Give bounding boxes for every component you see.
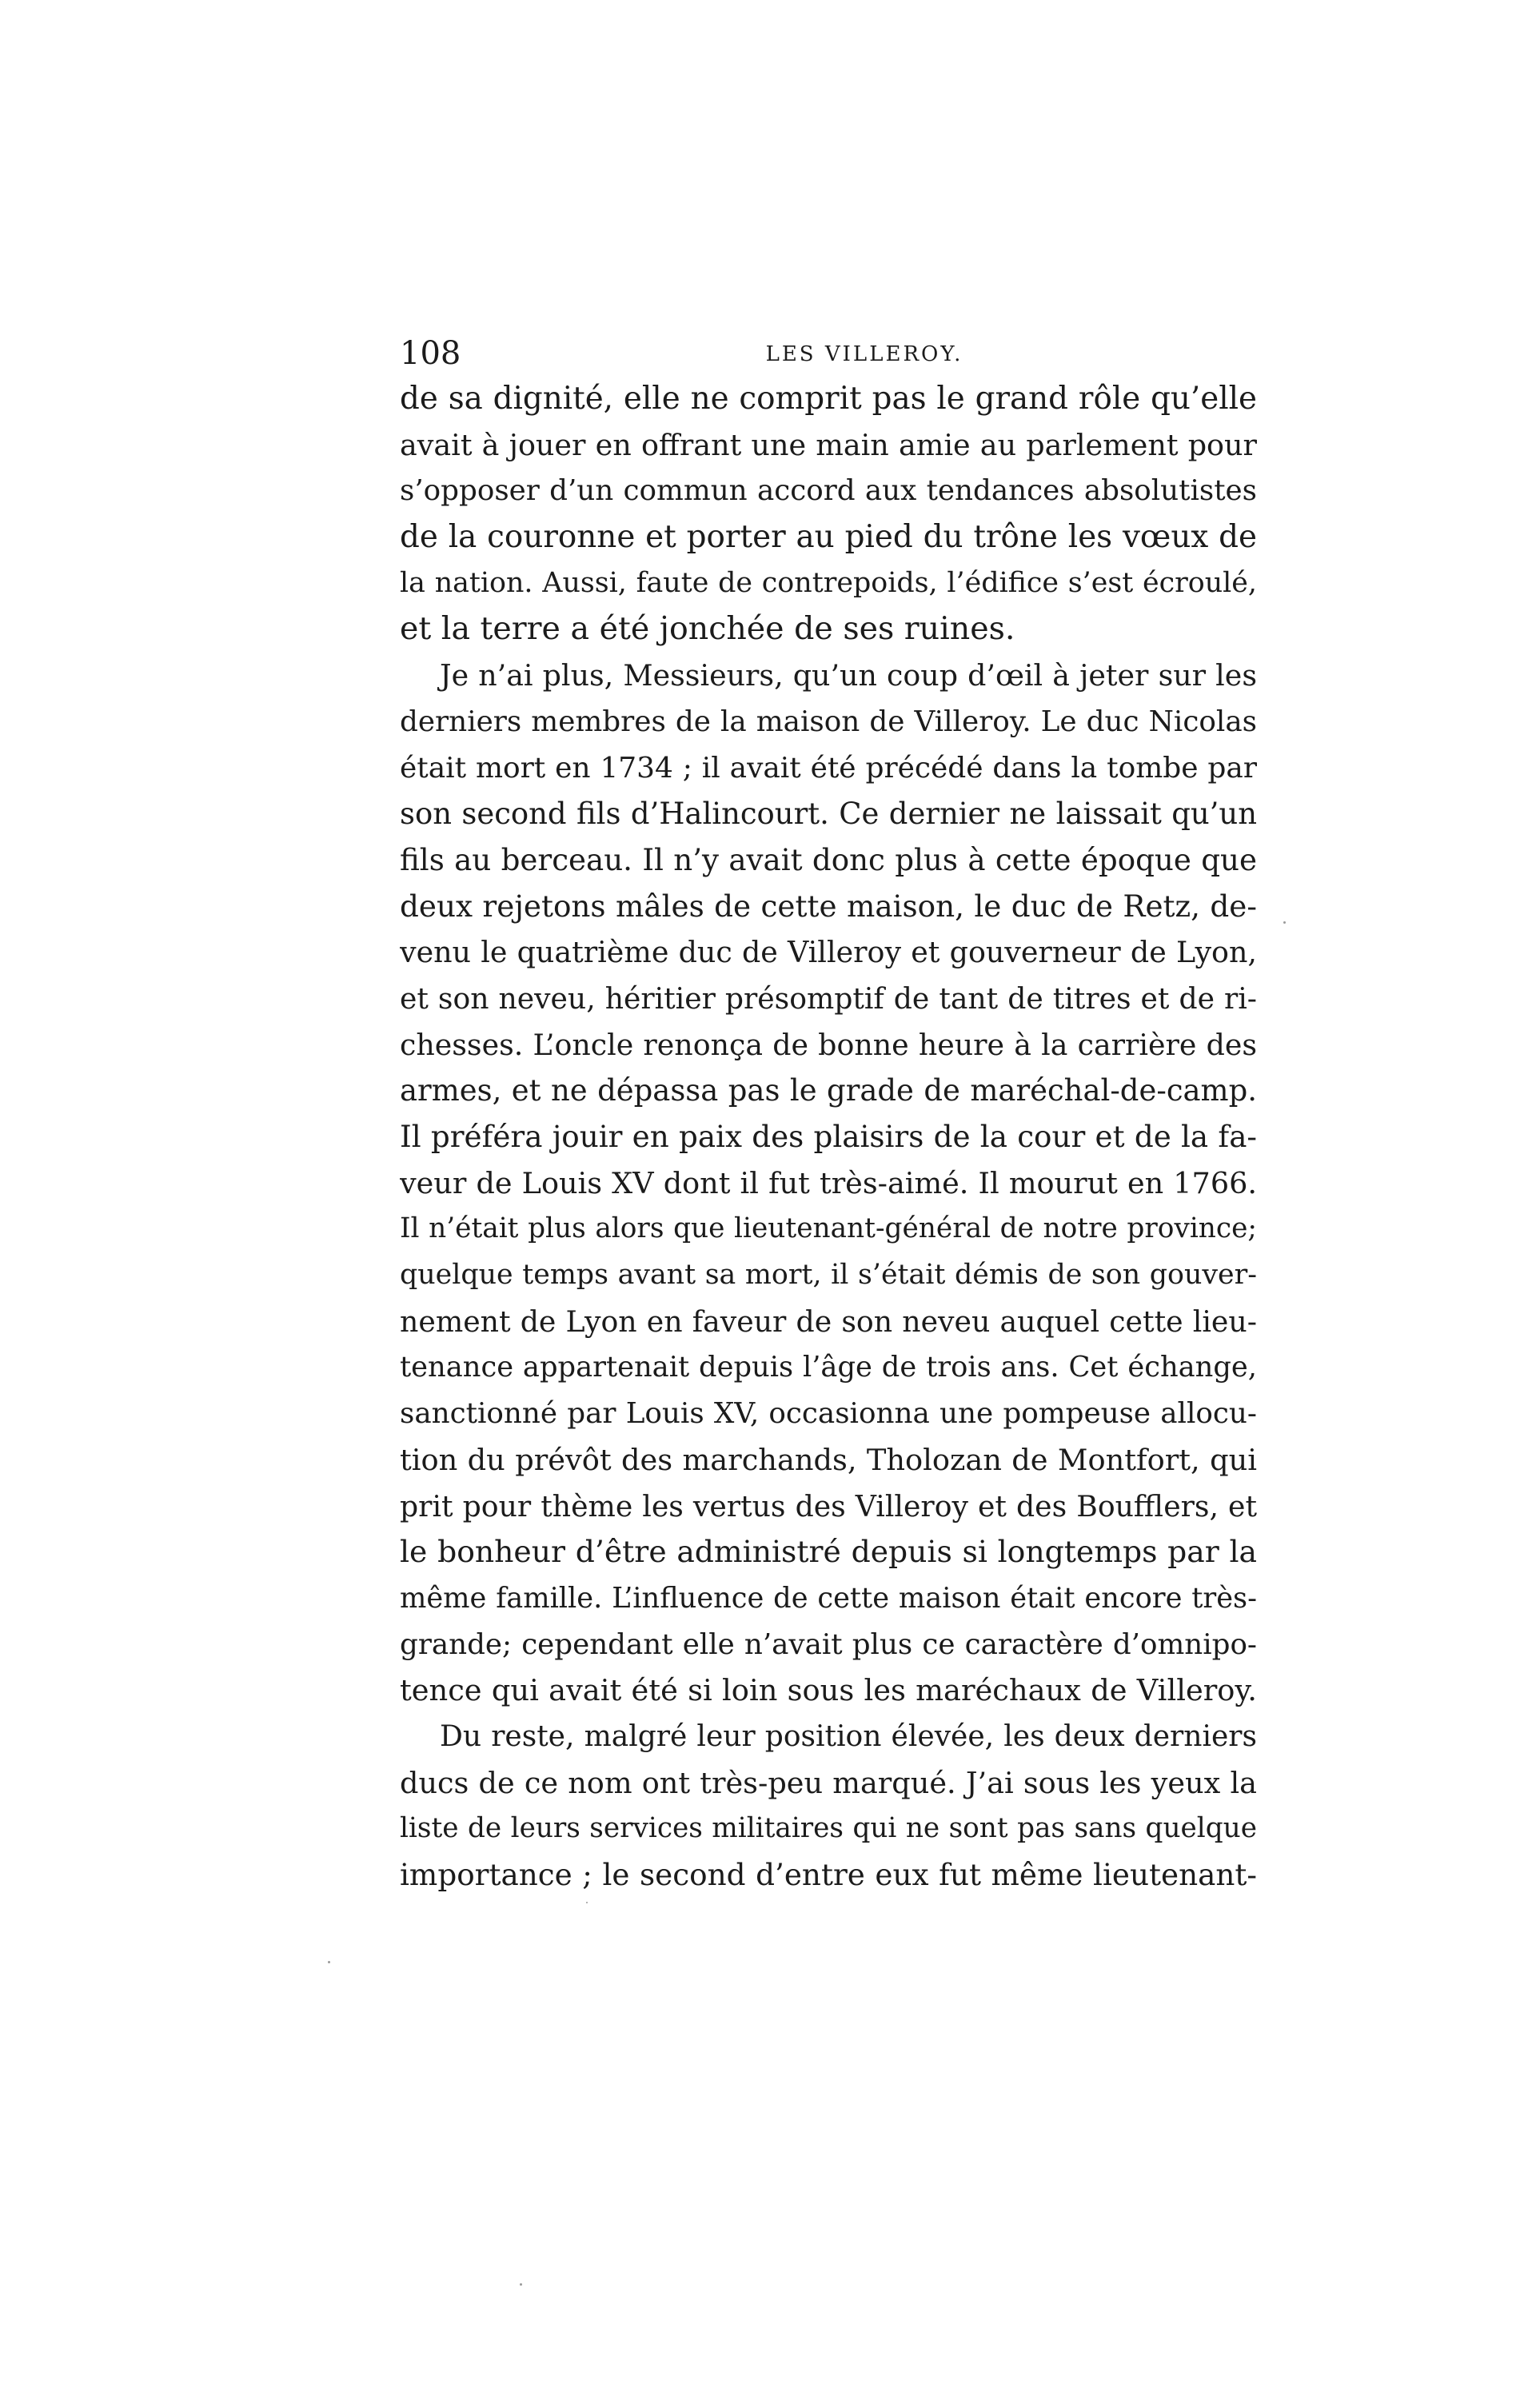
text-line: nement de Lyon en faveur de son neveu auquel cette lieu- — [400, 1304, 1257, 1339]
text-line: tenance appartenait depuis l’âge de trois ans. Cet échange, — [400, 1351, 1257, 1384]
text-line: venu le quatrième duc de Villeroy et gouverneur de Lyon, — [400, 935, 1257, 970]
text-line: quelque temps avant sa mort, il s’était démis de son gouver- — [400, 1259, 1257, 1292]
text-line: de la couronne et porter au pied du trône les vœux de — [400, 519, 1257, 556]
text-line: chesses. L’oncle renonça de bonne heure à la carrière des — [400, 1027, 1257, 1062]
body-text — [400, 376, 1257, 1899]
page-header — [400, 329, 1257, 377]
text-line: Du reste, malgré leur position élevée, les deux derniers — [440, 1719, 1257, 1753]
text-line: s’opposer d’un commun accord aux tendances absolutistes — [400, 474, 1257, 508]
text-line: et la terre a été jonchée de ses ruines. — [400, 610, 1015, 648]
page-number: 108 — [400, 335, 461, 372]
text-line: même famille. L’influence de cette maison était encore très- — [400, 1581, 1257, 1615]
text-line: sanctionné par Louis XV, occasionna une pompeuse allocu- — [400, 1397, 1257, 1431]
text-line: Il n’était plus alors que lieutenant-général de notre province; — [400, 1212, 1257, 1245]
text-line: tion du prévôt des marchands, Tholozan de Montfort, qui — [400, 1442, 1257, 1477]
text-line: avait à jouer en offrant une main amie au parlement pour — [400, 427, 1257, 462]
text-line: le bonheur d’être administré depuis si longtemps par la — [400, 1534, 1257, 1570]
text-line: était mort en 1734 ; il avait été précédé dans la tombe par — [400, 751, 1257, 785]
text-line: importance ; le second d’entre eux fut même lieutenant- — [400, 1857, 1257, 1892]
text-line: liste de leurs services militaires qui ne sont pas sans quelque — [400, 1812, 1257, 1845]
text-line: Il préféra jouir en paix des plaisirs de la cour et de la fa- — [400, 1119, 1257, 1154]
text-line: derniers membres de la maison de Villeroy. Le duc Nicolas — [400, 705, 1257, 738]
text-line: armes, et ne dépassa pas le grade de maréchal-de-camp. — [400, 1073, 1257, 1108]
text-line: tence qui avait été si loin sous les maréchaux de Villeroy. — [400, 1673, 1257, 1708]
text-line: deux rejetons mâles de cette maison, le duc de Retz, de- — [400, 888, 1257, 924]
text-line: prit pour thème les vertus des Villeroy et des Boufflers, et — [400, 1488, 1257, 1523]
text-line: son second fils d’Halincourt. Ce dernier ne laissait qu’un — [400, 797, 1257, 832]
text-line: la nation. Aussi, faute de contrepoids, l’édifice s’est écroulé, — [400, 566, 1257, 599]
paper-speck — [520, 2283, 522, 2286]
text-line: et son neveu, héritier présomptif de tant de titres et de ri- — [400, 980, 1257, 1016]
paper-speck — [1283, 921, 1286, 924]
text-line: de sa dignité, elle ne comprit pas le grand rôle qu’elle — [400, 381, 1257, 417]
text-line: grande; cependant elle n’avait plus ce caractère d’omnipo- — [400, 1627, 1257, 1661]
text-line: ducs de ce nom ont très-peu marqué. J’ai sous les yeux la — [400, 1765, 1257, 1800]
text-line: veur de Louis XV dont il fut très-aimé. Il mourut en 1766. — [400, 1165, 1257, 1200]
running-title: LES VILLEROY. — [765, 342, 963, 366]
text-line: fils au berceau. Il n’y avait donc plus à cette époque que — [400, 841, 1257, 877]
paper-speck — [328, 1961, 330, 1963]
paper-speck — [586, 1902, 588, 1903]
text-line: Je n’ai plus, Messieurs, qu’un coup d’œil à jeter sur les — [440, 658, 1257, 693]
